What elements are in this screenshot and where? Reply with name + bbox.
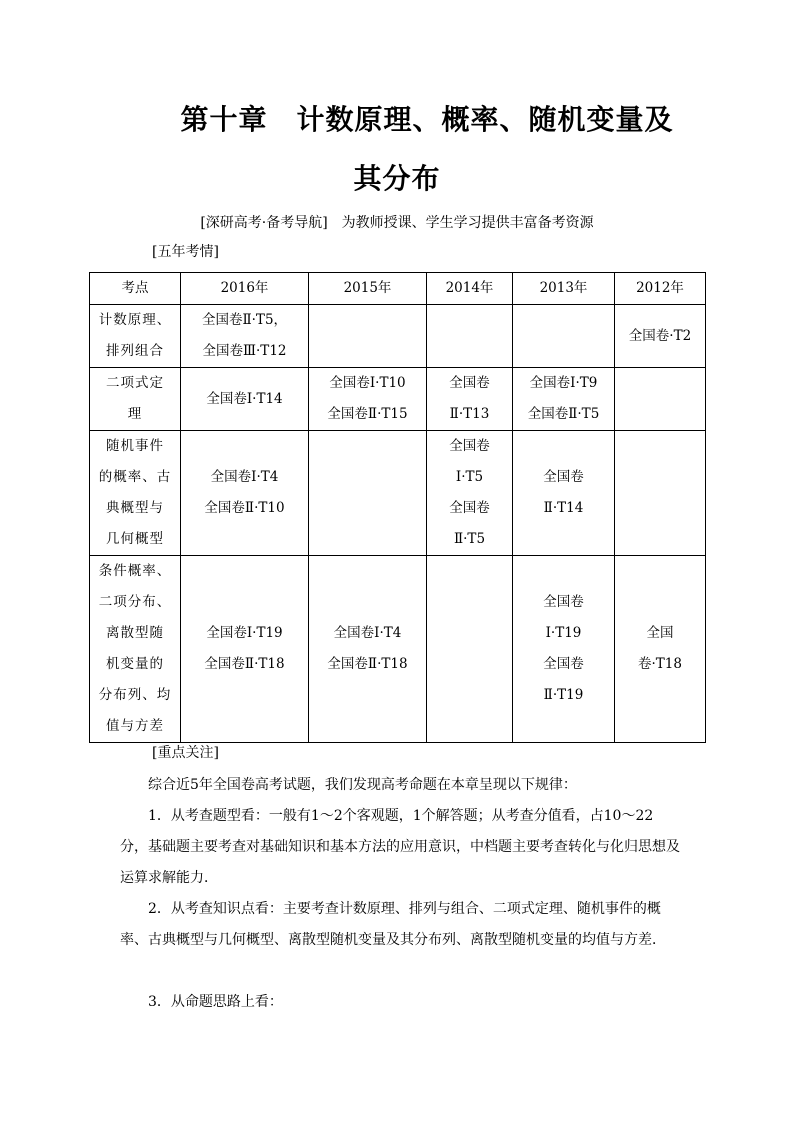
exam-table xyxy=(89,272,706,743)
exam-cell xyxy=(513,368,615,431)
exam-ref: 全国卷Ⅱ·T5， xyxy=(201,312,288,328)
header-2014: 2014年 xyxy=(427,273,513,305)
exam-ref: 全国卷 xyxy=(543,656,584,672)
exam-ref: 全国 xyxy=(646,625,674,641)
exam-ref: 全国卷Ⅱ·T15 xyxy=(327,406,408,422)
exam-ref: 全国卷Ⅱ·T5 xyxy=(527,406,600,422)
exam-cell xyxy=(615,556,706,743)
exam-ref: 全国卷Ⅱ·T18 xyxy=(204,656,285,672)
exam-ref: 全国卷 xyxy=(449,500,490,516)
exam-cell xyxy=(615,368,706,431)
exam-cell xyxy=(309,556,427,743)
exam-ref: Ⅰ·T19 xyxy=(545,625,582,641)
paragraph-1 xyxy=(120,801,680,894)
exam-ref: 全国卷Ⅰ·T10 xyxy=(329,375,406,391)
table-row xyxy=(90,556,706,743)
paragraph-2-text: 2．从考查知识点看：主要考查计数原理、排列与组合、二项式定理、随机事件的概率、古典概型与几何概型、离散型随机变量及其分布列、离散型随机变量的均值与方差． xyxy=(120,901,666,948)
exam-cell xyxy=(309,305,427,368)
topic-line: 典概型与 xyxy=(106,500,164,516)
exam-ref: 全国卷Ⅰ·T14 xyxy=(206,390,283,407)
topic-cell xyxy=(90,368,181,431)
exam-ref: 全国卷Ⅰ·T19 xyxy=(206,625,283,641)
exam-ref: Ⅰ·T5 xyxy=(455,469,484,485)
exam-ref: 全国卷 xyxy=(449,375,490,391)
topic-line: 理 xyxy=(127,406,143,422)
topic-line: 二项式定 xyxy=(106,375,164,391)
topic-line: 排列组合 xyxy=(106,343,164,359)
paragraph-2 xyxy=(120,894,680,956)
header-2015: 2015年 xyxy=(309,273,427,305)
exam-ref: 全国卷Ⅰ·T4 xyxy=(210,469,279,485)
topic-cell xyxy=(90,431,181,556)
section-five-year: [五年考情] xyxy=(152,244,219,260)
topic-line: 的概率、古 xyxy=(98,469,172,485)
exam-ref: 全国卷Ⅲ·T12 xyxy=(202,343,287,359)
table-row xyxy=(90,368,706,431)
exam-ref: 卷·T18 xyxy=(638,656,682,672)
header-2012: 2012年 xyxy=(615,273,706,305)
exam-ref: 全国卷 xyxy=(543,594,584,610)
paragraph-3 xyxy=(120,987,680,1018)
topic-line: 离散型随 xyxy=(106,625,164,641)
exam-ref: 全国卷Ⅱ·T10 xyxy=(204,500,285,516)
topic-cell xyxy=(90,556,181,743)
subtitle: [深研高考·备考导航] 为教师授课、学生学习提供丰富备考资源 xyxy=(200,215,594,231)
table-row xyxy=(90,305,706,368)
exam-cell xyxy=(427,431,513,556)
topic-line: 二项分布、 xyxy=(98,594,172,610)
topic-line: 条件概率、 xyxy=(98,563,172,579)
exam-cell xyxy=(427,305,513,368)
exam-cell xyxy=(309,368,427,431)
exam-ref: Ⅱ·T19 xyxy=(543,687,584,703)
exam-ref: 全国卷Ⅱ·T18 xyxy=(327,656,408,672)
exam-cell xyxy=(181,431,309,556)
exam-ref: 全国卷Ⅰ·T4 xyxy=(333,625,402,641)
exam-ref: 全国卷Ⅰ·T9 xyxy=(529,375,598,391)
table-row xyxy=(90,431,706,556)
exam-ref: Ⅱ·T5 xyxy=(453,531,486,547)
topic-line: 分布列、均 xyxy=(98,687,172,703)
exam-ref: Ⅱ·T13 xyxy=(449,406,490,422)
topic-line: 值与方差 xyxy=(106,718,164,734)
exam-cell xyxy=(513,305,615,368)
paragraph-1-text: 1．从考查题型看：一般有1～2个客观题，1个解答题；从考查分值看，占10～22分，基础题主要考查对基础知识和基本方法的应用意识，中档题主要考查转化与化归思想及运算求解能力． xyxy=(120,808,680,886)
exam-cell xyxy=(181,556,309,743)
topic-line: 机变量的 xyxy=(106,656,164,672)
header-2016: 2016年 xyxy=(181,273,309,305)
exam-cell xyxy=(615,431,706,556)
chapter-title-line-1: 第十章 计数原理、概率、随机变量及 xyxy=(180,103,674,136)
exam-cell xyxy=(427,556,513,743)
exam-ref: 全国卷·T2 xyxy=(628,327,692,344)
paragraph-intro-text: 综合近5年全国卷高考试题，我们发现高考命题在本章呈现以下规律： xyxy=(148,777,577,793)
exam-cell xyxy=(181,305,309,368)
exam-ref: Ⅱ·T14 xyxy=(543,500,584,516)
topic-line: 几何概型 xyxy=(106,531,164,547)
header-2013: 2013年 xyxy=(513,273,615,305)
topic-cell xyxy=(90,305,181,368)
exam-ref: 全国卷 xyxy=(543,469,584,485)
exam-ref: 全国卷 xyxy=(449,438,490,454)
paragraph-intro xyxy=(120,770,680,801)
exam-cell xyxy=(309,431,427,556)
table-body xyxy=(90,305,706,743)
section-focus: [重点关注] xyxy=(152,745,219,761)
table-header-row xyxy=(90,273,706,305)
exam-cell xyxy=(615,305,706,368)
paragraph-3-text: 3．从命题思路上看： xyxy=(148,994,283,1010)
exam-cell xyxy=(513,431,615,556)
topic-line: 计数原理、 xyxy=(98,312,172,328)
exam-cell xyxy=(513,556,615,743)
header-topic: 考点 xyxy=(90,273,181,305)
chapter-title-line-2: 其分布 xyxy=(353,162,441,195)
topic-line: 随机事件 xyxy=(106,438,164,454)
exam-cell xyxy=(181,368,309,431)
exam-cell xyxy=(427,368,513,431)
